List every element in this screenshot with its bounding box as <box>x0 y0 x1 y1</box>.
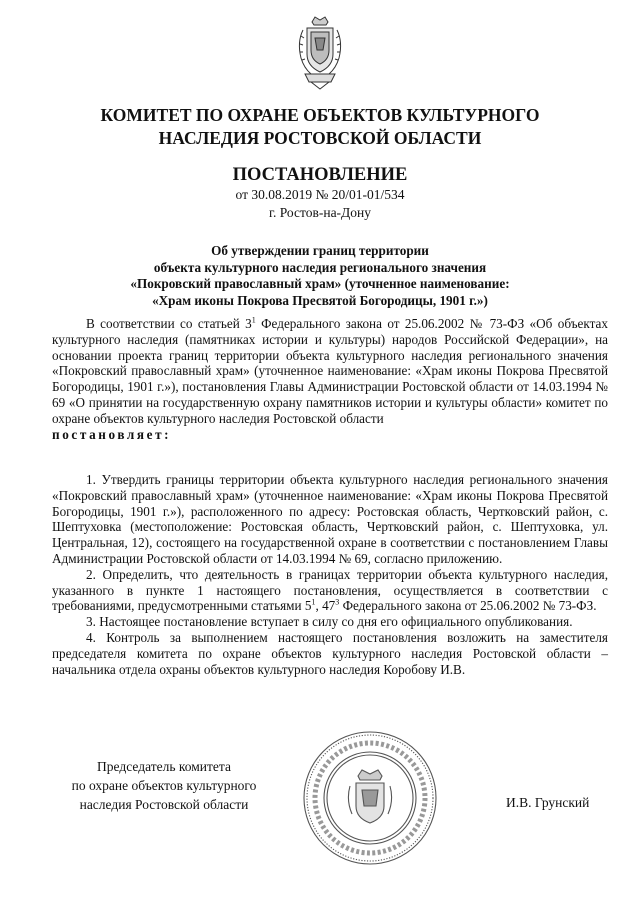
preamble-part-2: Федерального закона от 25.06.2002 № 73-ФЗ «Об объектах культурного наследия (памятниках истории и культуры) народов Российской Федерации», на основании проекта границ территории объекта культурного наследия регионального значения «Покровский православный храм» (уточненное наименование: «Храм иконы Покрова Пресвятой Богородицы, 1901 г.»), постановления Главы Администрации Ростовской области от 14.03.1994 № 69 «О принятии на государственную охрану памятников истории и культуры области» комитет по охране объектов культурного наследия Ростовской области <box>52 316 608 426</box>
item-2-part-b: , 47 <box>315 598 336 614</box>
city: г. Ростов-на-Дону <box>268 205 371 220</box>
official-seal-icon <box>300 728 440 868</box>
item-2 <box>52 567 608 614</box>
subject-line-2: объекта культурного наследия регионального значения <box>153 259 487 275</box>
preamble-superscript: 1 <box>251 315 256 325</box>
item-4: 4. Контроль за выполнением настоящего постановления возложить на заместителя председателя комитета по охране объектов культурного наследия Ростовской области – начальника отдела охраны объектов культурного наследия Коробову И.В. <box>52 629 608 677</box>
signatory-title-line-2: по охране объектов культурного <box>71 778 257 793</box>
organization-name <box>60 104 580 150</box>
item-2-superscript-2: 3 <box>335 597 340 607</box>
resolves-line <box>52 427 608 443</box>
document-subject <box>60 243 580 309</box>
resolution-items <box>52 472 608 677</box>
subject-line-4: «Храм иконы Покрова Пресвятой Богородицы, 1901 г.») <box>152 292 488 308</box>
preamble-part-1: В соответствии со статьей 3 <box>86 316 252 331</box>
signatory-title <box>52 757 276 814</box>
organization-line-1: КОМИТЕТ ПО ОХРАНЕ ОБЪЕКТОВ КУЛЬТУРНОГО <box>100 105 540 125</box>
item-3: 3. Настоящее постановление вступает в силу со дня его официального опубликования. <box>86 614 573 630</box>
preamble <box>52 316 608 442</box>
resolves-word: постановляет: <box>52 426 172 442</box>
document-type: ПОСТАНОВЛЕНИЕ <box>232 165 408 185</box>
item-1: 1. Утвердить границы территории объекта культурного наследия регионального значения «Покровский православный храм» (уточненное наименование: «Храм иконы Покрова Пресвятой Богородицы, 1901 г.»), расположенного по адресу: Ростовская область, Чертковский район, с. Шептуховка (местоположение: Ростовская область, Чертковский район, с. Шептуховка, ул. Центральная, 12), состоящего на государственной охране в соответствии с постановлением Главы Администрации Ростовской области от 14.03.1994 № 69, согласно приложению. <box>52 472 608 566</box>
item-2-part-c: Федерального закона от 25.06.2002 № 73-ФЗ. <box>339 598 597 614</box>
coat-of-arms-icon <box>295 16 345 90</box>
item-2-superscript-1: 1 <box>311 597 316 607</box>
date-number: от 30.08.2019 № 20/01-01/534 <box>235 187 405 202</box>
preamble-text <box>52 316 608 427</box>
organization-line-2: НАСЛЕДИЯ РОСТОВСКОЙ ОБЛАСТИ <box>158 128 482 148</box>
item-2-part-a: 2. Определить, что деятельность в границах территории объекта культурного наследия, указанного в пункте 1 настоящего постановления, осуществляется в соответствии с требованиями, предусмотренными статьями 5 <box>52 566 608 614</box>
signatory-title-line-1: Председатель комитета <box>97 759 231 774</box>
signatory-name: И.В. Грунский <box>506 795 590 810</box>
subject-line-3: «Покровский православный храм» (уточненное наименование: <box>130 276 510 292</box>
signatory-title-line-3: наследия Ростовской области <box>79 797 249 812</box>
subject-line-1: Об утверждении границ территории <box>211 243 429 258</box>
